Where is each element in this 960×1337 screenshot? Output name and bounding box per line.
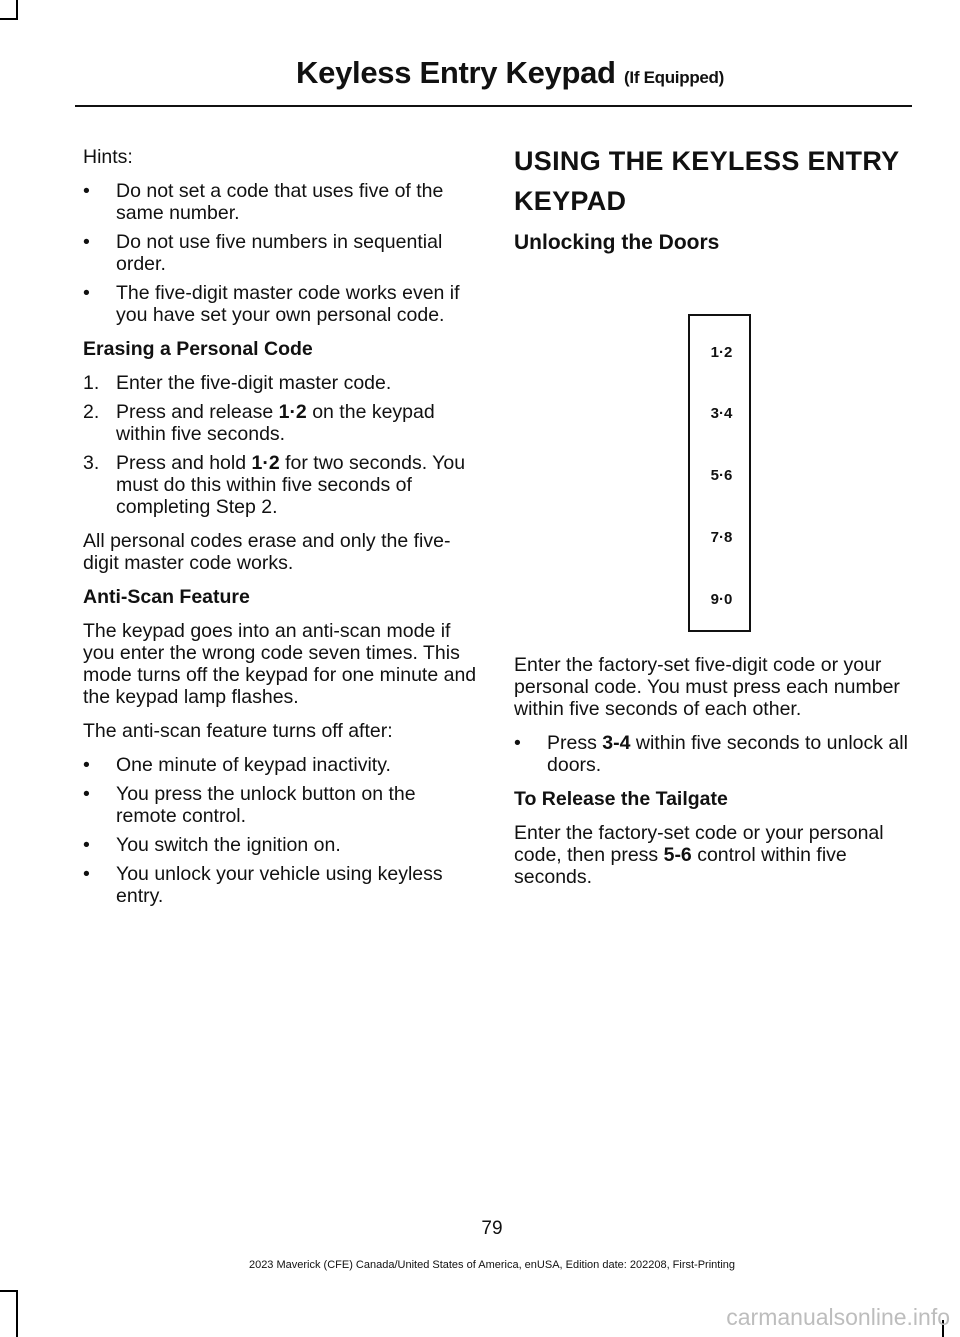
keypad-key-3-4: 3·4 (710, 405, 733, 422)
tailgate-text-post: control within five seconds. (514, 844, 847, 888)
erase-steps (83, 372, 478, 518)
keypad-key-5-6: 5·6 (710, 467, 733, 484)
tailgate-text-pre: Enter the factory-set code or your personal code, then press (514, 822, 884, 866)
page-number: 79 (481, 1218, 503, 1239)
crop-mark-bottom-left-h (0, 1290, 18, 1292)
key-label: 5-6 (663, 844, 692, 866)
step-number: 1. (83, 372, 100, 394)
list-item (83, 231, 478, 275)
antiscan-after: The anti-scan feature turns off after: (83, 720, 393, 742)
list-item-text: Press (547, 732, 603, 754)
list-item (83, 783, 478, 827)
list-item (83, 282, 478, 326)
step-text: Press and hold (116, 452, 252, 474)
tailgate-heading: To Release the Tailgate (514, 788, 728, 810)
header-subtitle-text: (If Equipped) (624, 68, 724, 87)
antiscan-text: The keypad goes into an anti-scan mode if you enter the wrong code seven times. This mode turns off the keypad for one minute and the keypad lamp flashes. (83, 620, 477, 708)
tailgate-text (514, 822, 912, 888)
list-item-text: Do not use five numbers in sequential order. (116, 231, 443, 275)
keypad-key-9-0: 9·0 (710, 591, 733, 608)
step-text: Press and release (116, 401, 279, 423)
antiscan-heading: Anti-Scan Feature (83, 586, 250, 608)
list-item-text: You switch the ignition on. (116, 834, 341, 856)
keypad-illustration (514, 254, 912, 654)
section-heading-line1: USING THE KEYLESS ENTRY (514, 146, 900, 176)
section-heading-line2: KEYPAD (514, 186, 627, 216)
header-title-text: Keyless Entry Keypad (296, 55, 616, 90)
bullet-icon: • (83, 754, 90, 776)
step-number: 3. (83, 452, 100, 474)
key-label: 3-4 (602, 732, 631, 754)
hints-list (83, 180, 478, 326)
keypad-key-7-8: 7·8 (710, 529, 733, 546)
crop-mark-top-left (16, 0, 18, 18)
bullet-icon: • (83, 863, 90, 885)
header-rule (75, 105, 912, 107)
list-item-text: within five seconds to unlock all doors. (547, 732, 908, 776)
key-label: 1·2 (251, 452, 280, 474)
list-item-text: You press the unlock button on the remote control. (116, 783, 416, 827)
bullet-icon: • (83, 834, 90, 856)
step-number: 2. (83, 401, 100, 423)
bullet-icon: • (83, 783, 90, 805)
right-column (514, 146, 912, 900)
step-item (83, 372, 478, 394)
unlock-text: Enter the factory-set five-digit code or your personal code. You must press each number within five seconds of each other. (514, 654, 900, 720)
crop-mark-bottom-left (16, 1290, 18, 1337)
step-item (83, 452, 478, 518)
hints-label: Hints: (83, 146, 133, 168)
keypad-panel (688, 314, 751, 632)
unlock-heading: Unlocking the Doors (514, 231, 720, 254)
bullet-icon: • (514, 732, 521, 754)
list-item (83, 754, 478, 776)
step-text: Enter the five-digit master code. (116, 372, 392, 394)
keypad-key-1-2: 1·2 (710, 344, 733, 361)
list-item-text: The five-digit master code works even if you have set your own personal code. (116, 282, 460, 326)
erase-result: All personal codes erase and only the five-digit master code works. (83, 530, 451, 574)
bullet-icon: • (83, 282, 90, 304)
bullet-icon: • (83, 231, 90, 253)
bullet-icon: • (83, 180, 90, 202)
watermark: carmanualsonline.info (726, 1304, 950, 1330)
page-header-title (296, 55, 724, 91)
list-item (514, 732, 912, 776)
edition-line: 2023 Maverick (CFE) Canada/United States of America, enUSA, Edition date: 202208, First-Printing (248, 1259, 736, 1271)
list-item (83, 863, 478, 907)
crop-mark-top-left-h (0, 18, 18, 20)
step-text: on the keypad within five seconds. (116, 401, 435, 445)
key-label: 1·2 (278, 401, 307, 423)
list-item-text: Do not set a code that uses five of the same number. (116, 180, 444, 224)
list-item (83, 180, 478, 224)
erase-heading: Erasing a Personal Code (83, 338, 313, 360)
section-heading (514, 146, 912, 216)
list-item (83, 834, 478, 856)
list-item-text: One minute of keypad inactivity. (116, 754, 391, 776)
step-text: for two seconds. You must do this within five seconds of completing Step 2. (116, 452, 466, 518)
left-column (83, 146, 478, 919)
step-item (83, 401, 478, 445)
unlock-list (514, 732, 912, 776)
list-item-text: You unlock your vehicle using keyless entry. (116, 863, 443, 907)
antiscan-list (83, 754, 478, 907)
